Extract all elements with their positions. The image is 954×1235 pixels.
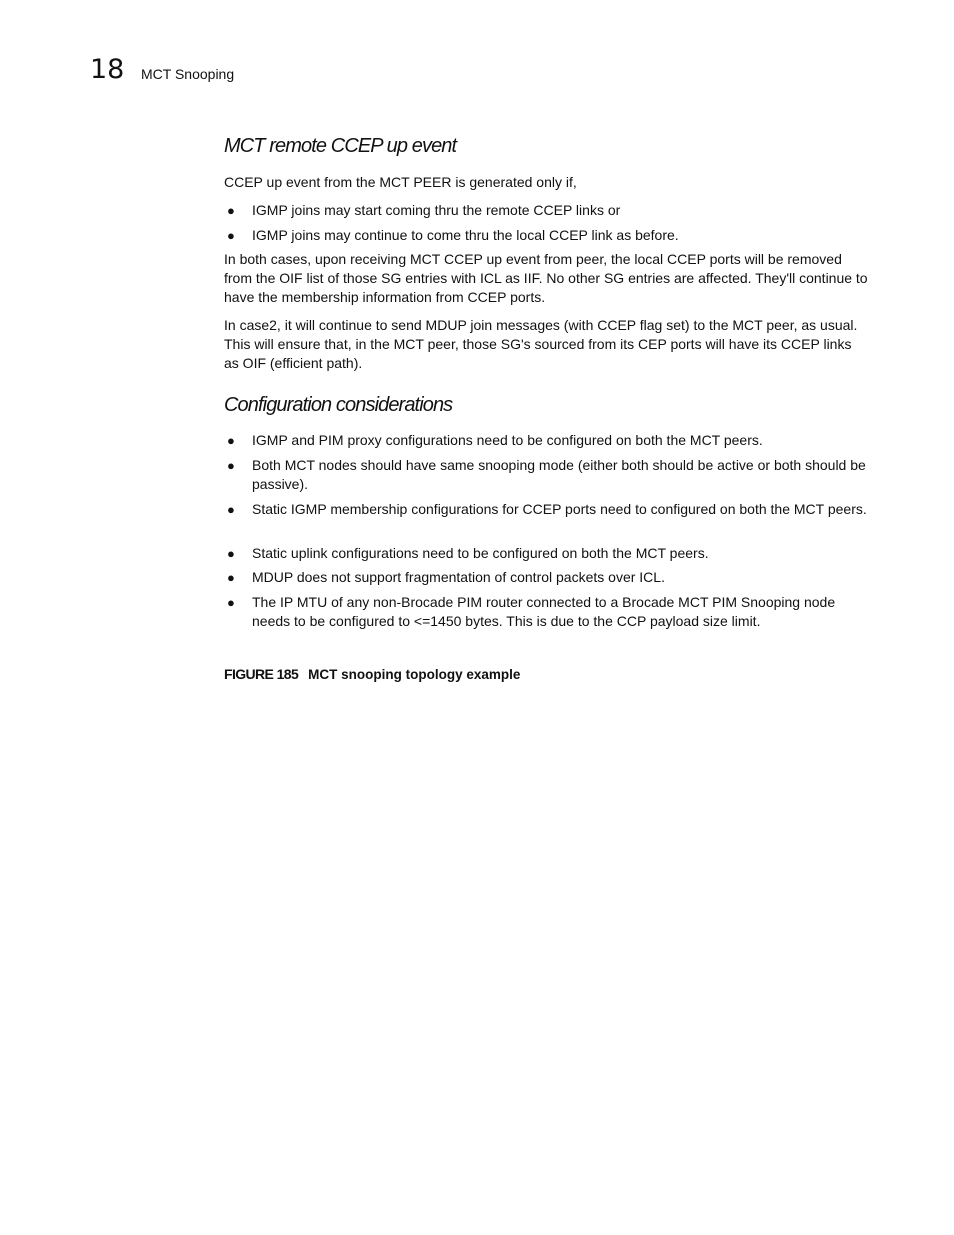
list-item-text: Both MCT nodes should have same snooping mode (either both should be active or both should be passive). xyxy=(252,457,866,492)
chapter-number: 18 xyxy=(90,54,125,85)
list-item-text: IGMP joins may start coming thru the remote CCEP links or xyxy=(252,202,621,218)
list-item xyxy=(224,568,869,587)
figure-caption xyxy=(224,665,520,684)
section-heading-configuration-considerations: Configuration considerations xyxy=(224,394,453,416)
list-item-text: Static uplink configurations need to be configured on both the MCT peers. xyxy=(252,545,709,561)
section1-paragraph: In both cases, upon receiving MCT CCEP up event from peer, the local CCEP ports will be removed from the OIF list of those SG entries with ICL as IIF. No other SG entries are affected. They'll continue to have the membership information from CCEP ports. xyxy=(224,251,868,305)
bullet-icon: ● xyxy=(227,546,235,561)
list-item xyxy=(224,456,869,494)
list-item-text: IGMP joins may continue to come thru the local CCEP link as before. xyxy=(252,227,679,243)
section1-intro: CCEP up event from the MCT PEER is generated only if, xyxy=(224,174,577,190)
bullet-icon: ● xyxy=(227,502,235,517)
list-item-text: MDUP does not support fragmentation of control packets over ICL. xyxy=(252,569,665,585)
bullet-icon: ● xyxy=(227,203,235,218)
running-header-title: MCT Snooping xyxy=(141,66,235,82)
list-item-text: Static IGMP membership configurations for CCEP ports need to configured on both the MCT peers. xyxy=(252,501,867,517)
bullet-icon: ● xyxy=(227,570,235,585)
bullet-icon: ● xyxy=(227,595,235,610)
list-item xyxy=(224,226,869,245)
figure-label: FIGURE 185 xyxy=(224,666,299,682)
list-item-text: The IP MTU of any non-Brocade PIM router connected to a Brocade MCT PIM Snooping node needs to be configured to <=1450 bytes. This is due to the CCP payload size limit. xyxy=(252,594,836,629)
section-heading-mct-remote-ccep-up-event: MCT remote CCEP up event xyxy=(224,135,457,157)
list-item xyxy=(224,431,869,450)
bullet-icon: ● xyxy=(227,433,235,448)
list-item xyxy=(224,593,869,631)
list-item xyxy=(224,544,869,563)
bullet-icon: ● xyxy=(227,228,235,243)
figure-title: MCT snooping topology example xyxy=(308,667,521,682)
bullet-icon: ● xyxy=(227,458,235,473)
list-item xyxy=(224,500,869,519)
list-item-text: IGMP and PIM proxy configurations need to be configured on both the MCT peers. xyxy=(252,432,763,448)
list-item xyxy=(224,201,869,220)
section1-paragraph: In case2, it will continue to send MDUP join messages (with CCEP flag set) to the MCT peer, as usual. This will ensure that, in the MCT peer, those SG's sourced from its CEP ports will have its CCEP links as OIF (efficient path). xyxy=(224,317,858,371)
